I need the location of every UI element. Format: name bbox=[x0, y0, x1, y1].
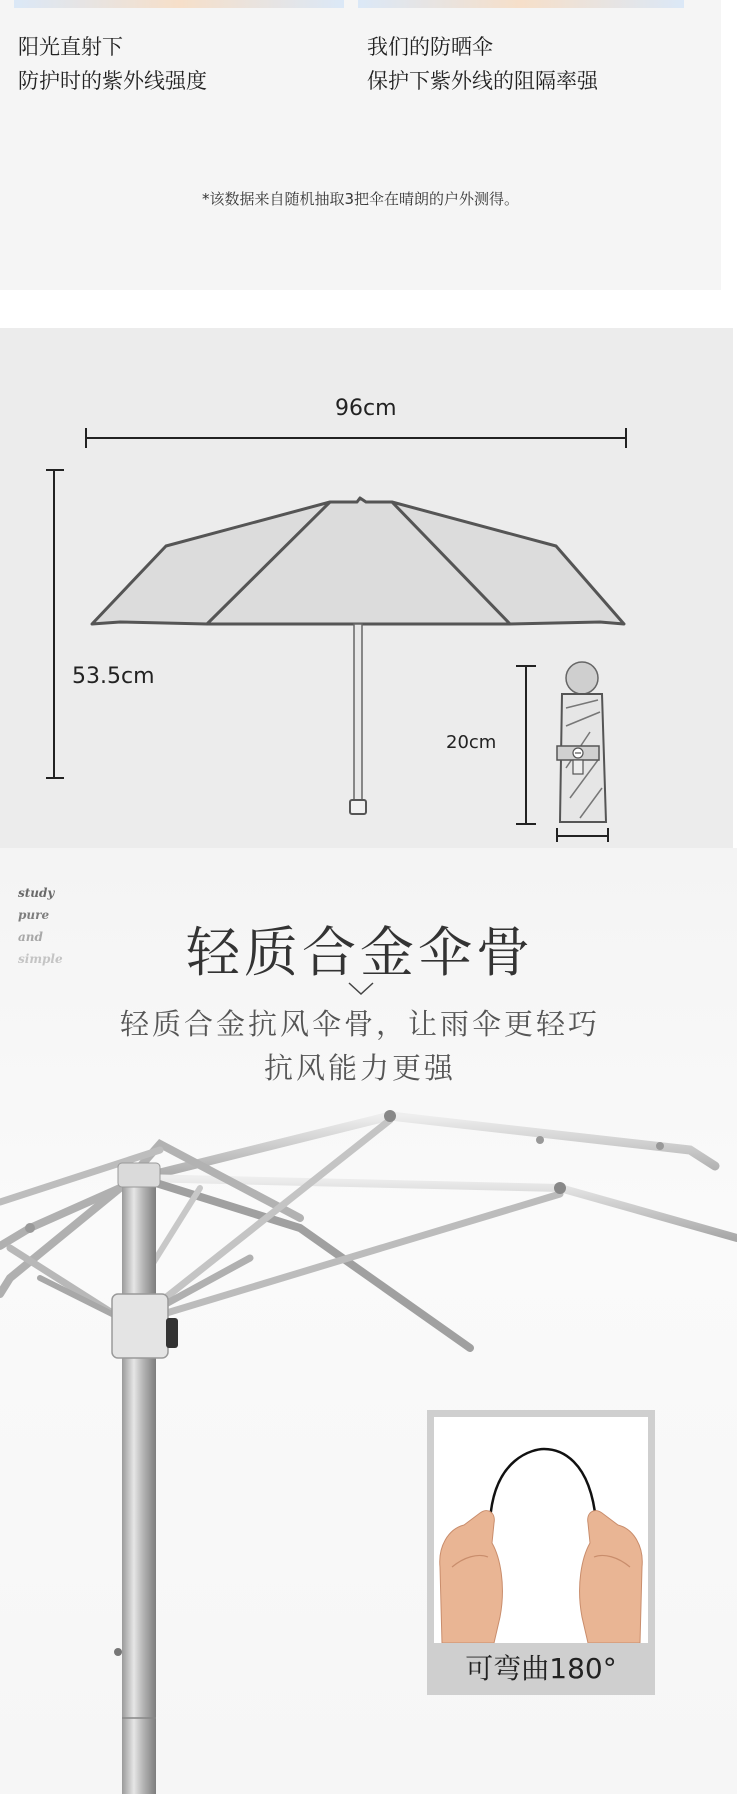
section-title: 轻质合金伞骨 bbox=[186, 921, 534, 984]
section-subtitle bbox=[0, 1002, 720, 1090]
open-umbrella-drawing bbox=[92, 498, 624, 814]
folded-length-label: 20cm bbox=[446, 732, 497, 753]
sunlight-photo-strip bbox=[14, 0, 344, 8]
height-label: 53.5cm bbox=[72, 664, 155, 689]
chevron-down-icon bbox=[348, 982, 374, 996]
height-measure-line bbox=[46, 470, 64, 778]
side-word-and: and bbox=[18, 930, 43, 944]
umbrella-caption-line2: 保护下紫外线的阻隔率强 bbox=[367, 69, 598, 93]
subtitle-line1: 轻质合金抗风伞骨，让雨伞更轻巧 bbox=[119, 1007, 600, 1041]
width-label: 96cm bbox=[335, 396, 397, 421]
bend-angle-label: 可弯曲180° bbox=[465, 1652, 617, 1685]
subtitle-line2: 抗风能力更强 bbox=[263, 1051, 456, 1085]
data-source-note: *该数据来自随机抽取3把伞在晴朗的户外测得。 bbox=[201, 190, 520, 208]
umbrella-caption-line1: 我们的防晒伞 bbox=[367, 35, 493, 59]
bending-rib-illustration bbox=[434, 1417, 648, 1643]
bend-demo-card bbox=[427, 1410, 655, 1695]
size-dimension-section bbox=[0, 328, 733, 848]
side-word-simple: simple bbox=[18, 952, 63, 966]
folded-umbrella-drawing bbox=[557, 662, 606, 822]
uv-comparison-section bbox=[0, 0, 721, 290]
sunlight-caption bbox=[18, 30, 207, 98]
sunlight-caption-line1: 阳光直射下 bbox=[18, 35, 123, 59]
umbrella-caption bbox=[367, 30, 598, 98]
side-word-study: study bbox=[18, 886, 55, 900]
sunlight-caption-line2: 防护时的紫外线强度 bbox=[18, 69, 207, 93]
alloy-frame-section bbox=[0, 848, 737, 1794]
side-word-pure: pure bbox=[18, 908, 50, 922]
bend-demo-photo bbox=[434, 1417, 648, 1643]
umbrella-photo-strip bbox=[358, 0, 684, 8]
width-measure-line bbox=[86, 428, 626, 448]
